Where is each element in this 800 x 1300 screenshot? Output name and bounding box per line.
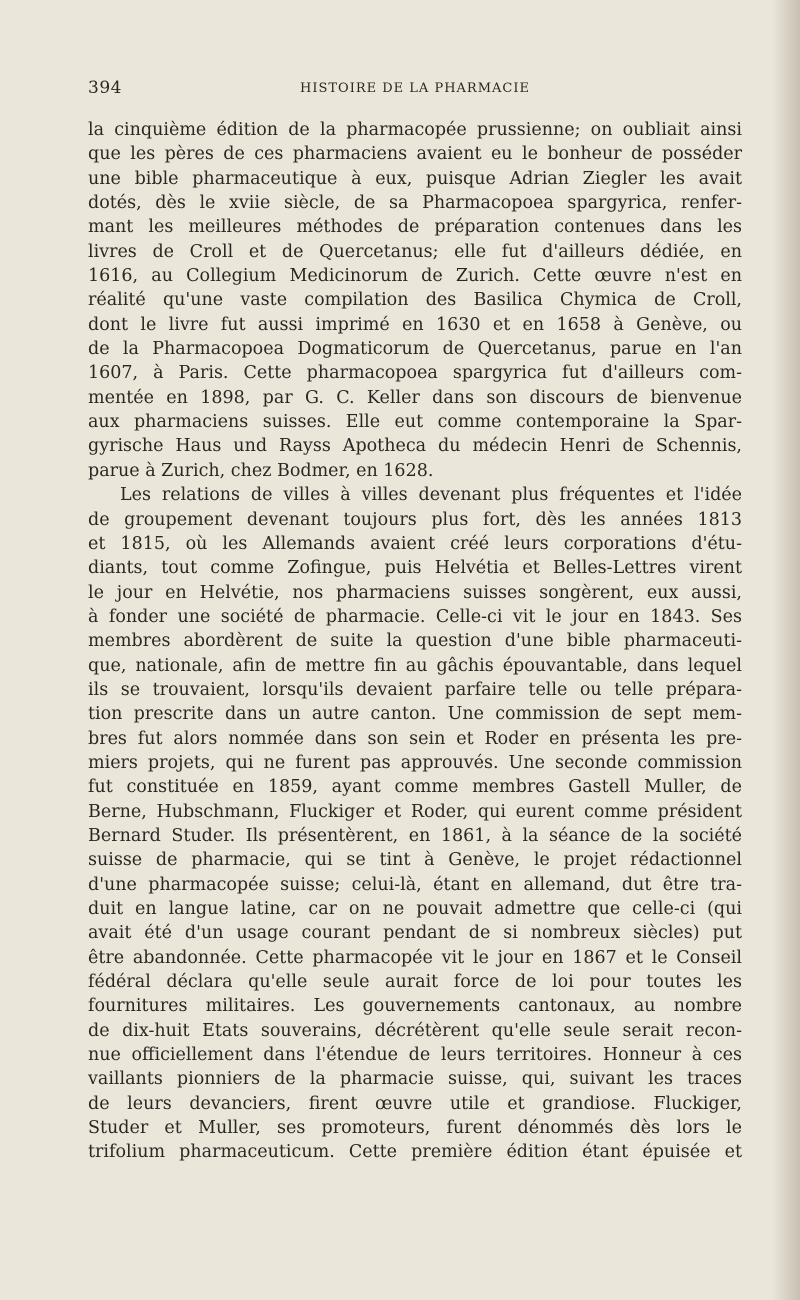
text-line: que les pères de ces pharmaciens avaient eu le bonheur de posséder — [88, 144, 742, 165]
text-line: ils se trouvaient, lorsqu'ils devaient parfaire telle ou telle prépara- — [88, 679, 742, 700]
paragraph-end-line: parue à Zurich, chez Bodmer, en 1628. — [88, 460, 434, 481]
text-line: diants, tout comme Zofingue, puis Helvétia et Belles-Lettres virent — [88, 558, 742, 579]
page-header — [88, 78, 742, 104]
text-line: mant les meilleures méthodes de préparation contenues dans les — [88, 217, 742, 238]
text-line: dont le livre fut aussi imprimé en 1630 et en 1658 à Genève, ou — [88, 314, 742, 335]
text-line: de la Pharmacopoea Dogmaticorum de Quercetanus, parue en l'an — [88, 339, 742, 360]
text-line: livres de Croll et de Quercetanus; elle fut d'ailleurs dédiée, en — [88, 241, 742, 262]
paragraph-start-line: Les relations de villes à villes devenant plus fréquentes et l'idée — [120, 485, 742, 506]
text-line: dotés, dès le xviie siècle, de sa Pharmacopoea spargyrica, renfer- — [88, 193, 742, 214]
text-line: le jour en Helvétie, nos pharmaciens suisses songèrent, eux aussi, — [88, 582, 742, 603]
text-line: d'une pharmacopée suisse; celui-là, étant en allemand, dut être tra- — [88, 874, 742, 895]
text-line: 1607, à Paris. Cette pharmacopoea spargyrica fut d'ailleurs com- — [88, 363, 742, 384]
text-line: miers projets, qui ne furent pas approuvés. Une seconde commission — [88, 752, 742, 773]
running-title: HISTOIRE DE LA PHARMACIE — [300, 81, 530, 96]
text-line: aux pharmaciens suisses. Elle eut comme contemporaine la Spar- — [88, 412, 742, 433]
text-line: avait été d'un usage courant pendant de si nombreux siècles) put — [88, 923, 742, 944]
text-line: Studer et Muller, ses promoteurs, furent dénommés dès lors le — [88, 1118, 742, 1139]
text-line: Berne, Hubschmann, Fluckiger et Roder, qui eurent comme président — [88, 801, 742, 822]
text-line: de leurs devanciers, firent œuvre utile et grandiose. Fluckiger, — [88, 1093, 742, 1114]
text-line: fournitures militaires. Les gouvernements cantonaux, au nombre — [88, 996, 742, 1017]
text-line: de groupement devenant toujours plus fort, dès les années 1813 — [88, 509, 742, 530]
text-line: vaillants pionniers de la pharmacie suisse, qui, suivant les traces — [88, 1069, 742, 1090]
text-line: une bible pharmaceutique à eux, puisque Adrian Ziegler les avait — [88, 168, 742, 189]
text-line: fut constituée en 1859, ayant comme membres Gastell Muller, de — [88, 777, 742, 798]
text-line: duit en langue latine, car on ne pouvait admettre que celle-ci (qui — [88, 899, 742, 919]
text-line: mentée en 1898, par G. C. Keller dans son discours de bienvenue — [88, 387, 742, 408]
text-line: Bernard Studer. Ils présentèrent, en 1861, à la séance de la société — [88, 825, 742, 846]
text-line: fédéral déclara qu'elle seule aurait force de loi pour toutes les — [88, 972, 742, 993]
text-line: 1616, au Collegium Medicinorum de Zurich. Cette œuvre n'est en — [88, 266, 742, 287]
text-line: et 1815, où les Allemands avaient créé leurs corporations d'étu- — [88, 533, 742, 554]
text-line: de dix-huit Etats souverains, décrétèrent qu'elle seule serait recon- — [88, 1020, 742, 1041]
text-line: membres abordèrent de suite la question d'une bible pharmaceuti- — [88, 631, 742, 652]
text-line: la cinquième édition de la pharmacopée prussienne; on oubliait ainsi — [88, 120, 742, 140]
text-line: à fonder une société de pharmacie. Celle-ci vit le jour en 1843. Ses — [88, 606, 742, 627]
page-edge-shadow — [772, 0, 800, 1300]
text-line: que, nationale, afin de mettre fin au gâchis épouvantable, dans lequel — [88, 655, 742, 676]
text-line: trifolium pharmaceuticum. Cette première édition étant épuisée et — [88, 1142, 742, 1163]
body-text — [88, 118, 742, 1165]
text-line: gyrische Haus und Rayss Apotheca du médecin Henri de Schennis, — [88, 436, 742, 457]
text-line: tion prescrite dans un autre canton. Une commission de sept mem- — [88, 704, 742, 725]
text-line: suisse de pharmacie, qui se tint à Genève, le projet rédactionnel — [88, 850, 742, 871]
text-line: être abandonnée. Cette pharmacopée vit le jour en 1867 et le Conseil — [88, 947, 742, 968]
page-number: 394 — [88, 78, 122, 98]
text-line: nue officiellement dans l'étendue de leurs territoires. Honneur à ces — [88, 1045, 742, 1066]
text-line: réalité qu'une vaste compilation des Basilica Chymica de Croll, — [88, 290, 742, 311]
text-line: bres fut alors nommée dans son sein et Roder en présenta les pre- — [88, 728, 742, 749]
